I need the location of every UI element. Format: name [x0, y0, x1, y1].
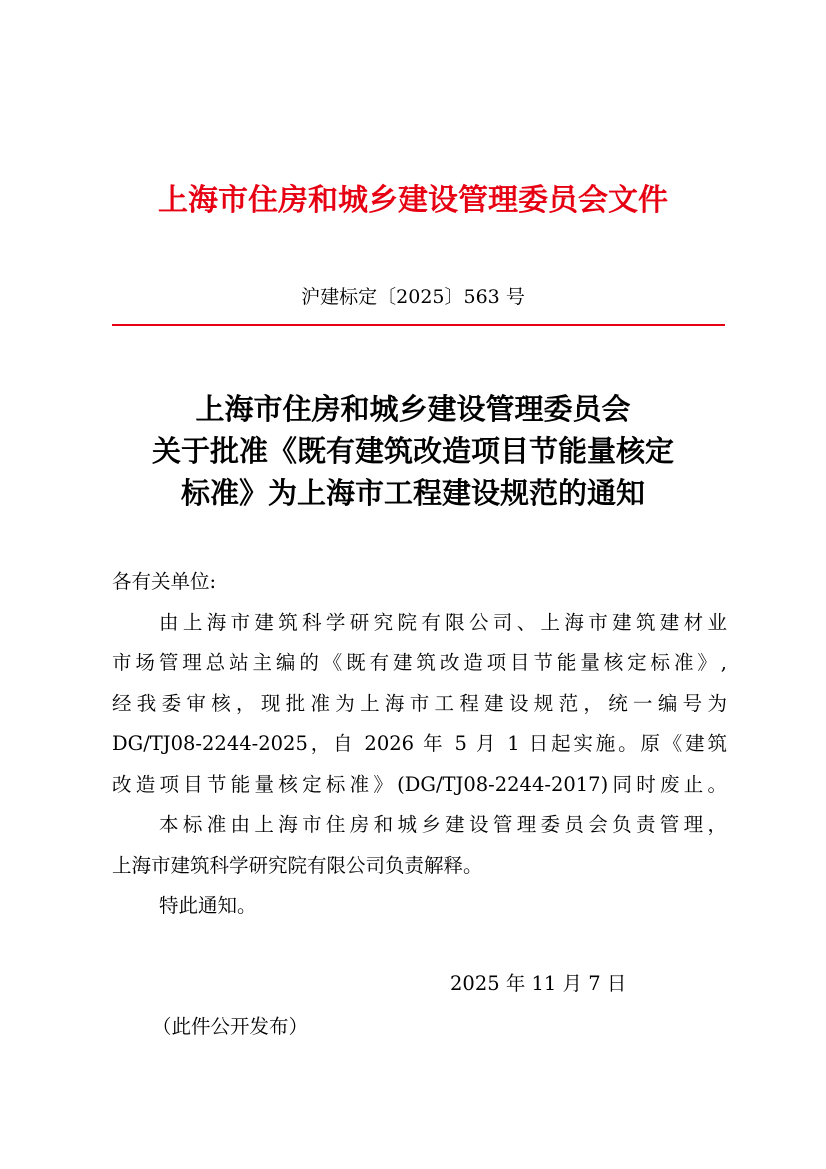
notice-title-line: 上海市住房和城乡建设管理委员会: [195, 392, 631, 426]
body-line: 上海市建筑科学研究院有限公司负责解释。: [112, 853, 483, 877]
red-divider: [112, 324, 725, 326]
body-line: DG/TJ08-2244-2025，自 2026 年 5 月 1 日起实施。原《建筑: [112, 732, 727, 755]
salutation: 各有关单位:: [112, 570, 217, 593]
body-line: 市场管理总站主编的《既有建筑改造项目节能量核定标准》,: [112, 651, 727, 674]
body-line: 本标准由上海市住房和城乡建设管理委员会负责管理，: [159, 813, 727, 836]
notice-title: [100, 388, 726, 514]
closing-line: 特此通知。: [159, 894, 257, 917]
issuer-title: 上海市住房和城乡建设管理委员会文件: [158, 183, 668, 218]
body-line: 经我委审核，现批准为上海市工程建设规范，统一编号为: [112, 691, 727, 715]
notice-title-line: 关于批准《既有建筑改造项目节能量核定: [151, 434, 674, 468]
notice-body: [112, 562, 727, 927]
body-line: 改造项目节能量核定标准》(DG/TJ08-2244-2017)同时废止。: [112, 772, 727, 796]
issue-date: 2025 年 11 月 7 日: [450, 972, 627, 995]
notice-title-line: 标准》为上海市工程建设规范的通知: [180, 476, 645, 510]
publish-note: （此件公开发布）: [152, 1015, 309, 1038]
document-number: 沪建标定〔2025〕563 号: [301, 286, 525, 308]
body-line: 由上海市建筑科学研究院有限公司、上海市建筑建材业: [159, 610, 727, 634]
